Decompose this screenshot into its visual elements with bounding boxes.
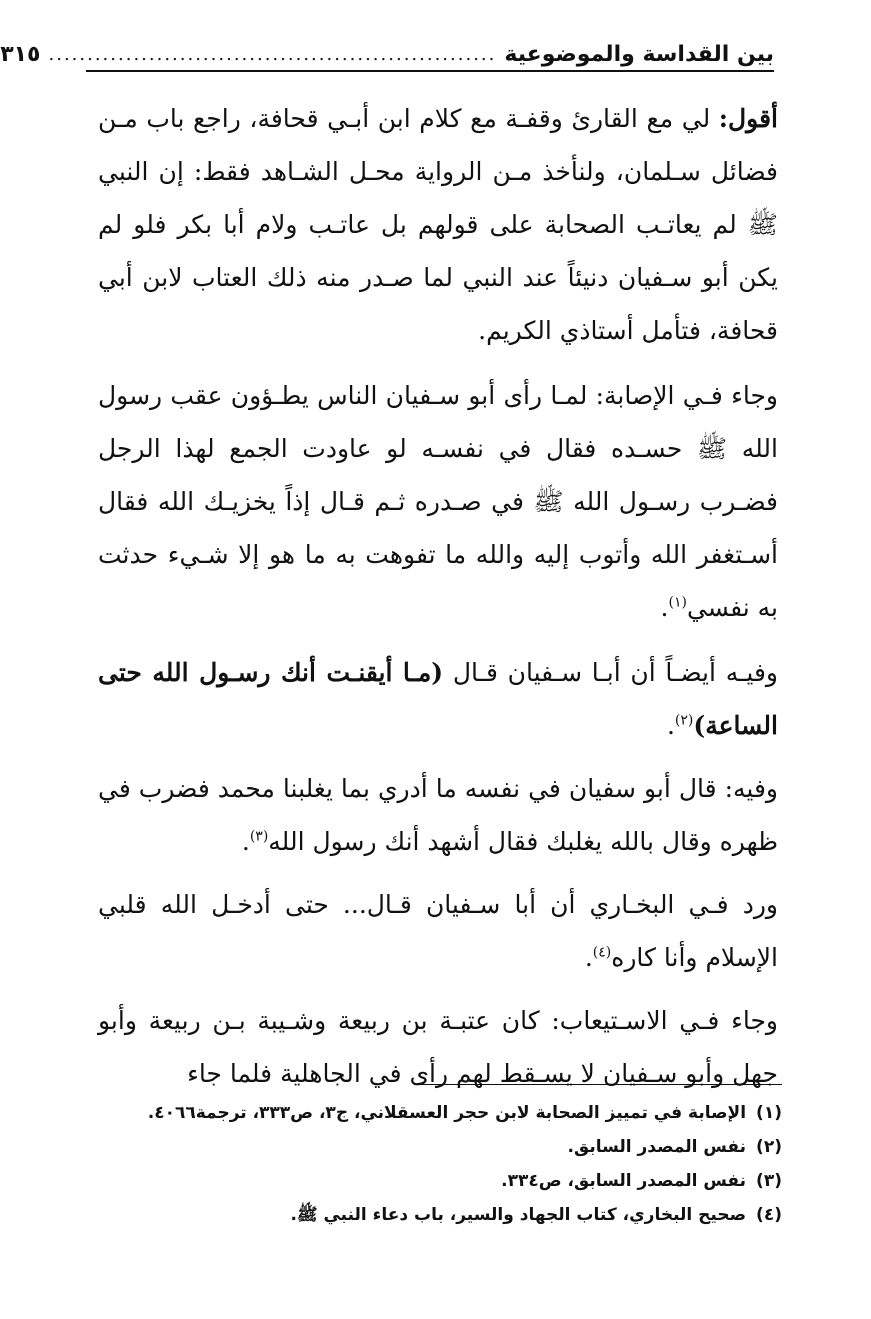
paragraph-3 bbox=[98, 646, 778, 752]
footnote-text: نفس المصدر السابق، ص٣٣٤. bbox=[501, 1171, 747, 1191]
paragraph-3-quote: (مـا أيقنـت أنك رسـول الله حتى الساعة) bbox=[98, 658, 778, 740]
paragraph-5-text: ورد فـي البخـاري أن أبا سـفيان قـال... حتى أدخـل الله قلبي الإسلام وأنا كاره bbox=[98, 890, 778, 972]
footnote-item bbox=[134, 1096, 782, 1130]
paragraph-2-end: . bbox=[660, 593, 669, 622]
main-text bbox=[98, 92, 778, 1110]
paragraph-4-text: وفيه: قال أبو سفيان في نفسه ما أدري بما يغلبنا محمد فضرب في ظهره وقال بالله يغلبك فقال أشهد أنك رسول الله bbox=[98, 774, 778, 856]
paragraph-5-end: . bbox=[584, 943, 593, 972]
footnote-item bbox=[134, 1164, 782, 1198]
paragraph-6-text: وجاء فـي الاسـتيعاب: كان عتبـة بن ربيعة وشـيبة بـن ربيعة وأبو جهل وأبو سـفيان لا يسـقط لهم رأى في الجاهلية فلما جاء bbox=[98, 1006, 778, 1088]
footnote-number: (١) bbox=[756, 1103, 782, 1123]
running-title: بين القداسة والموضوعية bbox=[504, 42, 774, 67]
footnote-item bbox=[134, 1130, 782, 1164]
footnote-separator bbox=[414, 1084, 782, 1085]
footnote-number: (٣) bbox=[756, 1171, 782, 1191]
footnote-ref-2[interactable]: (٢) bbox=[674, 712, 694, 729]
footnote-text: صحيح البخاري، كتاب الجهاد والسير، باب دعاء النبي ﷺ. bbox=[290, 1205, 747, 1225]
footnote-number: (٢) bbox=[756, 1137, 782, 1157]
footnote-text: الإصابة في تمييز الصحابة لابن حجر العسقلاني، ج٣، ص٣٣٣، ترجمة٤٠٦٦. bbox=[147, 1103, 747, 1123]
running-header bbox=[0, 30, 774, 72]
page-number: ٣١٥ bbox=[0, 42, 41, 67]
paragraph-1 bbox=[98, 92, 778, 357]
footnotes bbox=[134, 1096, 782, 1232]
footnote-item bbox=[134, 1198, 782, 1232]
paragraph-4-end: . bbox=[241, 827, 250, 856]
leader-dots: .......................................................... bbox=[48, 44, 497, 65]
paragraph-2-text: وجاء فـي الإصابة: لمـا رأى أبو سـفيان الناس يطـؤون عقب رسول الله ﷺ حسـده فقال في نفسـه لو عاودت الجمع لهذا الرجل فضـرب رسـول الله ﷺ في صـدره ثـم قـال إذاً يخزيـك الله فقال أسـتغفر الله وأتوب إليه والله ما تفوهت به ما هو إلا شـيء حدثت به نفسي bbox=[98, 381, 778, 622]
footnote-text: نفس المصدر السابق. bbox=[567, 1137, 747, 1157]
paragraph-1-text: لي مع القارئ وقفـة مع كلام ابن أبـي قحافة، راجع باب مـن فضائل سـلمان، ولنأخذ مـن الرواية محـل الشـاهد فقط: إن النبي ﷺ لم يعاتـب الصحابة على قولهم بل عاتـب ولام أبا بكر فلو لم يكن أبو سـفيان دنيئاً عند النبي لما صـدر منه ذلك العتاب لابن أبي قحافة، فتأمل أستاذي الكريم. bbox=[98, 104, 778, 345]
footnote-ref-3[interactable]: (٣) bbox=[249, 828, 269, 845]
footnote-ref-4[interactable]: (٤) bbox=[592, 944, 612, 961]
paragraph-3-end: . bbox=[666, 711, 675, 740]
paragraph-4 bbox=[98, 762, 778, 868]
paragraph-1-lead: أقول: bbox=[718, 104, 778, 133]
paragraph-2 bbox=[98, 369, 778, 634]
footnote-ref-1[interactable]: (١) bbox=[668, 594, 687, 611]
footnote-number: (٤) bbox=[756, 1205, 782, 1225]
paragraph-5 bbox=[98, 878, 778, 984]
paragraph-3-text: وفيـه أيضـاً أن أبـا سـفيان قـال bbox=[443, 658, 778, 687]
